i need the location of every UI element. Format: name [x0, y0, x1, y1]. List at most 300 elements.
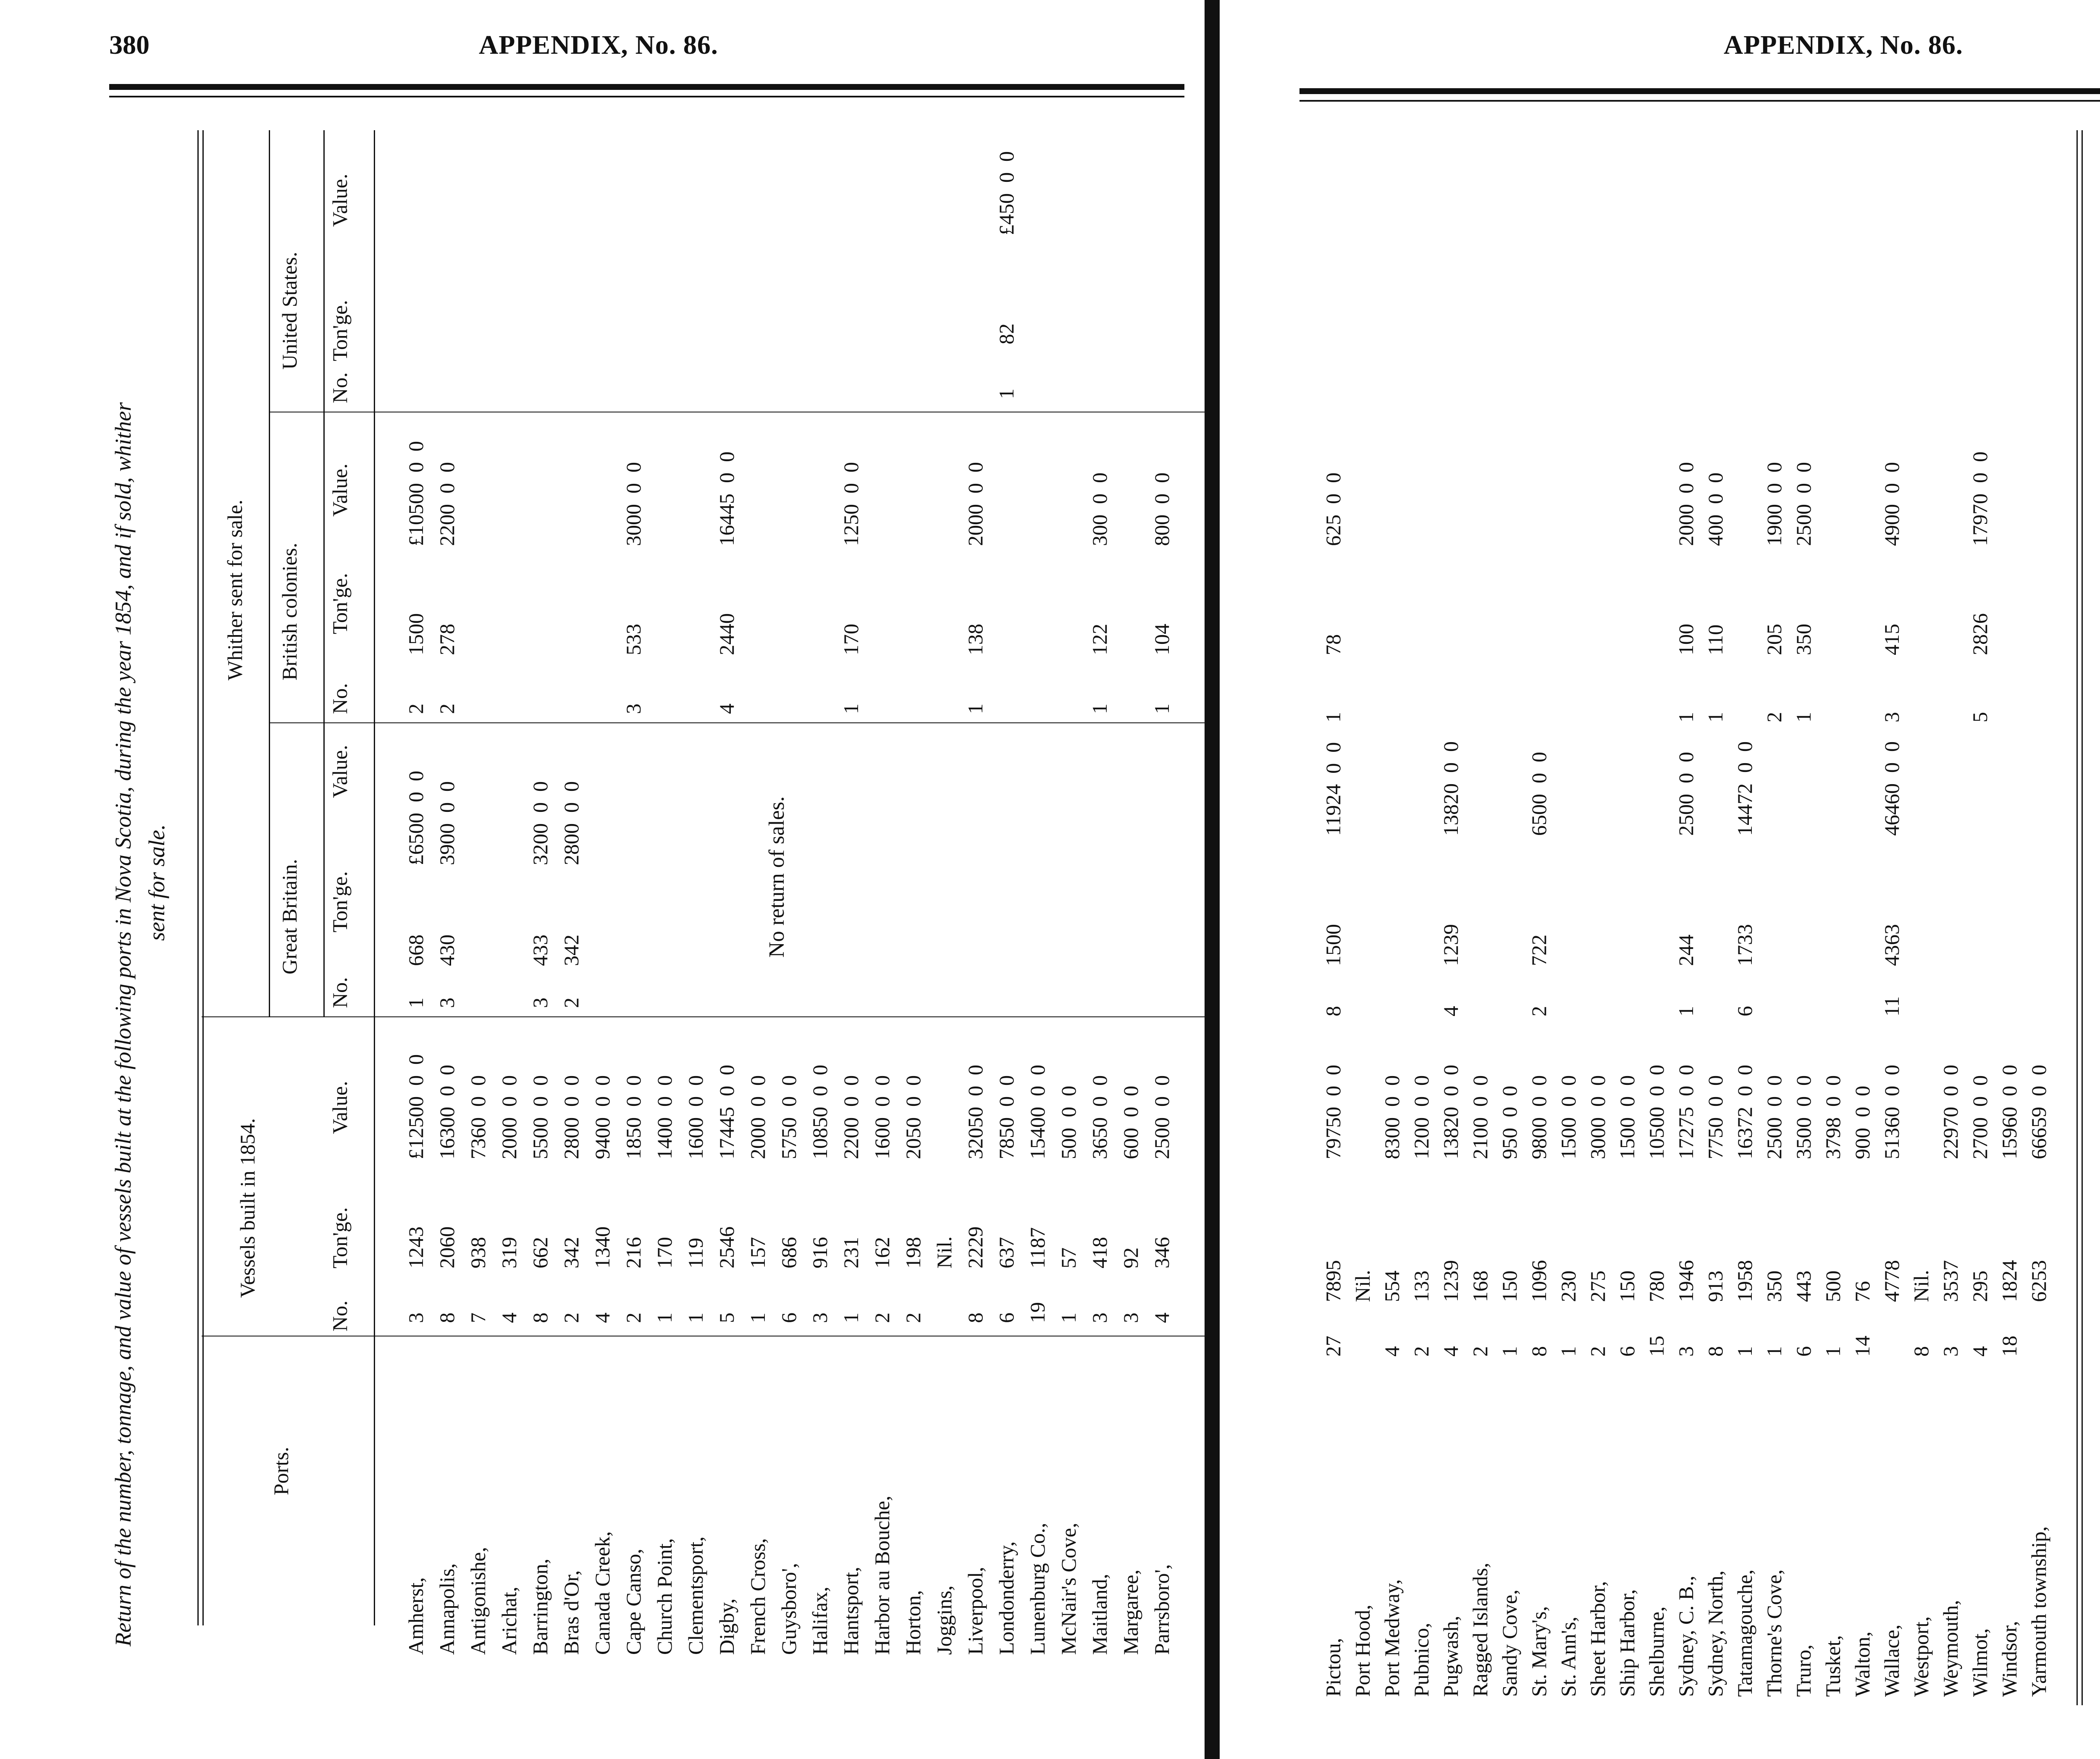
port-name: Shelburne,: [1645, 1606, 1668, 1697]
built-no: 1: [1733, 1346, 1756, 1357]
built-tonnage: 57: [1057, 1247, 1080, 1268]
port-name: McNair's Cove,: [1057, 1523, 1080, 1655]
built-tonnage: 342: [559, 1237, 583, 1268]
us-no: 1: [995, 389, 1018, 399]
built-no: 6: [995, 1313, 1018, 1323]
bc-tonnage: 2440: [715, 613, 738, 655]
port-name: Sandy Cove,: [1498, 1589, 1521, 1697]
built-value: 3650 0 0: [1088, 1075, 1111, 1159]
port-name: Truro,: [1792, 1644, 1815, 1697]
port-name: Margaree,: [1119, 1569, 1142, 1655]
built-no: 4: [1380, 1346, 1404, 1357]
built-value: 1600 0 0: [870, 1075, 894, 1159]
bc-no: 1: [1088, 704, 1111, 714]
built-tonnage: 346: [1150, 1237, 1173, 1268]
built-value: 7850 0 0: [995, 1075, 1018, 1159]
built-tonnage: 1239: [1439, 1260, 1462, 1302]
built-tonnage: Nil.: [1909, 1270, 1933, 1302]
gb-no: 1: [1674, 1006, 1698, 1016]
sub-header-no: No.: [328, 372, 352, 403]
gb-no: 11: [1880, 996, 1903, 1016]
built-value: 1400 0 0: [653, 1075, 676, 1159]
header-rule: [109, 84, 1184, 90]
built-no: 3: [1674, 1346, 1698, 1357]
built-no: 8: [1527, 1346, 1551, 1357]
built-tonnage: 7895: [1321, 1260, 1345, 1302]
bc-tonnage: 170: [839, 624, 863, 655]
built-tonnage: 4778: [1880, 1260, 1903, 1302]
bc-value: 2200 0 0: [435, 462, 459, 546]
built-no: 2: [1468, 1346, 1492, 1357]
built-tonnage: 1243: [404, 1226, 428, 1268]
built-value: 1600 0 0: [684, 1075, 707, 1159]
port-name: Hantsport,: [839, 1567, 863, 1655]
bc-tonnage: 1500: [404, 613, 428, 655]
gb-no: 8: [1321, 1006, 1345, 1016]
bc-no: 1: [1704, 712, 1727, 722]
bc-value: 3000 0 0: [622, 462, 645, 546]
sub-header-tonnage: Ton'ge.: [328, 573, 352, 634]
built-value: 500 0 0: [1057, 1086, 1080, 1159]
built-no: 3: [404, 1313, 428, 1323]
gb-no: 6: [1733, 1006, 1756, 1016]
built-value: 2100 0 0: [1468, 1075, 1492, 1159]
port-name: Sydney, North,: [1704, 1570, 1727, 1697]
built-tonnage: 157: [746, 1237, 769, 1268]
table-border: [197, 130, 199, 1625]
built-value: 2050 0 0: [901, 1075, 925, 1159]
built-value: 1200 0 0: [1410, 1075, 1433, 1159]
gb-tonnage: 1239: [1439, 924, 1462, 966]
port-name: Bras d'Or,: [559, 1570, 583, 1655]
built-value: 600 0 0: [1119, 1086, 1142, 1159]
bc-value: 16445 0 0: [715, 452, 738, 546]
built-tonnage: 1187: [1026, 1227, 1049, 1268]
bc-no: 3: [622, 704, 645, 714]
built-value: 15960 0 0: [1998, 1065, 2021, 1159]
built-no: 2: [622, 1313, 645, 1323]
port-name: Clementsport,: [684, 1536, 707, 1655]
built-value: 16372 0 0: [1733, 1065, 1756, 1159]
col-header-united-states: United States.: [278, 252, 301, 370]
port-name: Londonderry,: [995, 1541, 1018, 1655]
sub-header-value: Value.: [328, 1081, 352, 1134]
bc-tonnage: 100: [1674, 624, 1698, 655]
gb-value: 11924 0 0: [1321, 742, 1345, 836]
bc-value: 2000 0 0: [963, 462, 987, 546]
port-name: Port Hood,: [1351, 1604, 1374, 1697]
built-tonnage: 92: [1119, 1247, 1142, 1268]
built-value: 2800 0 0: [559, 1075, 583, 1159]
built-no: 2: [1410, 1346, 1433, 1357]
header-divider: [269, 130, 270, 1016]
gb-tonnage: 433: [528, 935, 552, 966]
built-value: 9400 0 0: [591, 1075, 614, 1159]
built-value: 3500 0 0: [1792, 1075, 1815, 1159]
bc-value: 1250 0 0: [839, 462, 863, 546]
built-tonnage: 1340: [591, 1226, 614, 1268]
port-name: Ship Harbor,: [1615, 1589, 1639, 1697]
bc-value: 2500 0 0: [1792, 462, 1815, 546]
built-no: 8: [435, 1313, 459, 1323]
column-divider: [269, 722, 1205, 723]
col-header-ports: Ports.: [269, 1447, 293, 1495]
built-no: 8: [1704, 1346, 1727, 1357]
sub-header-tonnage: Ton'ge.: [328, 871, 352, 932]
sub-header-no: No.: [328, 977, 352, 1008]
built-value: £12500 0 0: [404, 1054, 428, 1159]
right-page: [1220, 0, 2100, 1759]
port-name: Wilmot,: [1968, 1628, 1992, 1697]
bc-value: 17970 0 0: [1968, 452, 1992, 546]
built-no: 4: [1439, 1346, 1462, 1357]
bc-value: 400 0 0: [1704, 473, 1727, 546]
bc-tonnage: 350: [1792, 624, 1815, 655]
port-name: Ragged Islands,: [1468, 1562, 1492, 1697]
bc-tonnage: 122: [1088, 624, 1111, 655]
port-name: Walton,: [1851, 1631, 1874, 1697]
gb-tonnage: 668: [404, 935, 428, 966]
built-tonnage: 119: [684, 1237, 707, 1268]
built-value: 900 0 0: [1851, 1086, 1874, 1159]
built-value: 8300 0 0: [1380, 1075, 1404, 1159]
header-divider: [374, 130, 375, 1625]
built-tonnage: 170: [653, 1237, 676, 1268]
built-no: 1: [839, 1313, 863, 1323]
gb-value: 46460 0 0: [1880, 741, 1903, 836]
built-tonnage: 418: [1088, 1237, 1111, 1268]
built-no: 2: [901, 1313, 925, 1323]
gb-tonnage: 4363: [1880, 924, 1903, 966]
header-rule: [1299, 100, 2100, 102]
built-value: 15400 0 0: [1026, 1065, 1049, 1159]
built-no: 8: [528, 1313, 552, 1323]
port-name: St. Mary's,: [1527, 1606, 1551, 1697]
bc-no: 1: [963, 704, 987, 714]
built-no: 1: [1762, 1346, 1786, 1357]
built-tonnage: 2229: [963, 1226, 987, 1268]
bc-no: 4: [715, 704, 738, 714]
built-no: 2: [1586, 1346, 1609, 1357]
built-value: 32050 0 0: [963, 1065, 987, 1159]
built-tonnage: 916: [808, 1237, 832, 1268]
bc-tonnage: 138: [963, 624, 987, 655]
bc-no: 2: [1762, 712, 1786, 722]
port-name: Parrsboro',: [1150, 1564, 1173, 1655]
port-name: Harbor au Bouche,: [870, 1495, 894, 1655]
bc-no: 1: [1150, 704, 1173, 714]
built-value: 22970 0 0: [1939, 1065, 1962, 1159]
column-divider: [202, 1016, 1205, 1017]
built-no: 1: [1057, 1313, 1080, 1323]
built-no: 4: [1968, 1346, 1992, 1357]
gb-value: 2500 0 0: [1674, 752, 1698, 836]
bc-value: 2000 0 0: [1674, 462, 1698, 546]
bc-no: 2: [404, 704, 428, 714]
port-name: Canada Creek,: [591, 1531, 614, 1655]
built-tonnage: 443: [1792, 1271, 1815, 1302]
bc-no: 5: [1968, 712, 1992, 722]
bc-tonnage: 2826: [1968, 613, 1992, 655]
port-name: Pictou,: [1321, 1638, 1345, 1697]
built-no: 4: [497, 1313, 521, 1323]
built-tonnage: 168: [1468, 1271, 1492, 1302]
bc-tonnage: 104: [1150, 624, 1173, 655]
gb-value: £6500 0 0: [404, 771, 428, 865]
bc-no: 1: [839, 704, 863, 714]
built-no: 19: [1026, 1302, 1049, 1323]
port-name: Windsor,: [1998, 1621, 2021, 1697]
table-title: Return of the number, tonnage, and value of vessels built at the following ports in Nova Scotia, during the year 1854, and if sold, whither: [110, 402, 136, 1646]
bc-value: 625 0 0: [1321, 473, 1345, 546]
built-tonnage: 1958: [1733, 1260, 1756, 1302]
built-value: 66659 0 0: [2027, 1065, 2050, 1159]
col-header-vessels-built: Vessels built in 1854.: [236, 1118, 259, 1298]
built-value: 2000 0 0: [746, 1075, 769, 1159]
totals-divider: [2082, 130, 2083, 1705]
built-no: 18: [1998, 1336, 2021, 1357]
built-no: 4: [1150, 1313, 1173, 1323]
port-name: Maitland,: [1088, 1573, 1111, 1655]
built-no: 8: [963, 1313, 987, 1323]
built-value: 7750 0 0: [1704, 1075, 1727, 1159]
built-tonnage: 500: [1821, 1271, 1845, 1302]
built-value: 79750 0 0: [1321, 1065, 1345, 1159]
built-tonnage: 275: [1586, 1271, 1609, 1302]
gb-no: 2: [1527, 1006, 1551, 1016]
built-no: 3: [1088, 1313, 1111, 1323]
built-no: 1: [1557, 1346, 1580, 1357]
port-name: Cape Canso,: [622, 1549, 645, 1655]
built-no: 1: [1821, 1346, 1845, 1357]
built-tonnage: 662: [528, 1237, 552, 1268]
port-name: Horton,: [901, 1590, 925, 1655]
built-tonnage: 1096: [1527, 1260, 1551, 1302]
built-value: 51360 0 0: [1880, 1065, 1903, 1159]
bc-tonnage: 533: [622, 624, 645, 655]
gb-tonnage: 342: [559, 935, 583, 966]
built-no: 3: [1119, 1313, 1142, 1323]
bc-tonnage: 78: [1321, 634, 1345, 655]
gb-no: 3: [435, 998, 459, 1008]
sub-header-no: No.: [328, 683, 352, 714]
port-name: Annapolis,: [435, 1563, 459, 1655]
port-name: Barrington,: [528, 1558, 552, 1655]
gb-no: 3: [528, 998, 552, 1008]
port-name: Halifax,: [808, 1586, 832, 1655]
built-tonnage: 3537: [1939, 1260, 1962, 1302]
port-name: Church Point,: [653, 1538, 676, 1655]
bc-tonnage: 278: [435, 624, 459, 655]
us-tonnage: 82: [995, 323, 1018, 344]
built-tonnage: 198: [901, 1237, 925, 1268]
bc-tonnage: 110: [1704, 624, 1727, 655]
built-tonnage: 162: [870, 1237, 894, 1268]
built-no: 1: [746, 1313, 769, 1323]
col-header-british-colonies: British colonies.: [278, 543, 301, 680]
bc-value: £10500 0 0: [404, 441, 428, 546]
bc-no: 2: [435, 704, 459, 714]
port-name: Yarmouth township,: [2027, 1526, 2050, 1697]
bc-value: 300 0 0: [1088, 473, 1111, 546]
built-tonnage: 686: [777, 1237, 801, 1268]
built-value: 10500 0 0: [1645, 1065, 1668, 1159]
sub-header-tonnage: Ton'ge.: [328, 1207, 352, 1268]
built-value: 950 0 0: [1498, 1086, 1521, 1159]
built-no: 7: [466, 1313, 490, 1323]
built-no: 6: [777, 1313, 801, 1323]
built-no: 1: [653, 1313, 676, 1323]
gb-value: 13820 0 0: [1439, 741, 1462, 836]
built-value: 5500 0 0: [528, 1075, 552, 1159]
built-tonnage: 6253: [2027, 1260, 2050, 1302]
gb-tonnage: 1500: [1321, 924, 1345, 966]
built-tonnage: Nil.: [932, 1236, 956, 1268]
gb-tonnage: 722: [1527, 935, 1551, 966]
built-value: 1500 0 0: [1557, 1075, 1580, 1159]
no-return-note: No return of sales.: [765, 796, 789, 958]
built-no: 5: [715, 1313, 738, 1323]
col-header-great-britain: Great Britain.: [278, 859, 301, 974]
port-name: Port Medway,: [1380, 1579, 1404, 1697]
port-name: Sydney, C. B.,: [1674, 1575, 1698, 1697]
built-no: 2: [559, 1313, 583, 1323]
port-name: Wallace,: [1880, 1624, 1903, 1697]
port-name: Tatamagouche,: [1733, 1569, 1756, 1697]
built-tonnage: 2060: [435, 1226, 459, 1268]
built-value: 3798 0 0: [1821, 1075, 1845, 1159]
built-value: 17275 0 0: [1674, 1065, 1698, 1159]
port-name: Amherst,: [404, 1577, 428, 1655]
built-tonnage: 230: [1557, 1271, 1580, 1302]
gb-tonnage: 430: [435, 935, 459, 966]
built-no: 27: [1321, 1336, 1345, 1357]
gb-no: 2: [559, 998, 583, 1008]
page-header: APPENDIX, No. 86.: [1724, 30, 1963, 60]
port-name: Weymouth,: [1939, 1600, 1962, 1697]
totals-divider: [2076, 130, 2078, 1705]
bc-value: 800 0 0: [1150, 473, 1173, 546]
built-value: 7360 0 0: [466, 1075, 490, 1159]
built-value: 2500 0 0: [1762, 1075, 1786, 1159]
built-tonnage: 216: [622, 1237, 645, 1268]
built-no: 15: [1645, 1336, 1668, 1357]
port-name: Joggins,: [932, 1585, 956, 1655]
built-value: 10850 0 0: [808, 1065, 832, 1159]
sub-header-value: Value.: [328, 173, 352, 227]
table-border: [202, 130, 204, 1625]
sub-header-value: Value.: [328, 463, 352, 517]
built-value: 2000 0 0: [497, 1075, 521, 1159]
header-rule: [109, 96, 1184, 97]
bc-value: 1900 0 0: [1762, 462, 1786, 546]
bc-no: 1: [1792, 712, 1815, 722]
port-name: Digby,: [715, 1598, 738, 1655]
gb-no: 1: [404, 998, 428, 1008]
built-no: 6: [1615, 1346, 1639, 1357]
table-title-continued: sent for sale.: [144, 824, 169, 941]
gb-tonnage: 1733: [1733, 924, 1756, 966]
built-tonnage: 150: [1498, 1271, 1521, 1302]
gb-value: 14472 0 0: [1733, 741, 1756, 836]
built-tonnage: 780: [1645, 1271, 1668, 1302]
built-no: 8: [1909, 1346, 1933, 1357]
port-name: Arichat,: [497, 1586, 521, 1655]
bc-value: 4900 0 0: [1880, 462, 1903, 546]
built-tonnage: 231: [839, 1237, 863, 1268]
port-name: Lunenburg Co.,: [1026, 1523, 1049, 1655]
page-header: APPENDIX, No. 86.: [479, 30, 718, 60]
built-tonnage: 637: [995, 1237, 1018, 1268]
page-number: 380: [109, 30, 150, 60]
port-name: Pubnico,: [1410, 1622, 1433, 1697]
built-tonnage: 350: [1762, 1271, 1786, 1302]
gb-value: 2800 0 0: [559, 781, 583, 865]
port-name: Guysboro',: [777, 1563, 801, 1655]
built-value: 9800 0 0: [1527, 1075, 1551, 1159]
built-value: 2700 0 0: [1968, 1075, 1992, 1159]
gb-value: 6500 0 0: [1527, 752, 1551, 836]
built-value: 2500 0 0: [1150, 1075, 1173, 1159]
col-header-whither: Whither sent for sale.: [223, 499, 247, 680]
built-no: 1: [684, 1313, 707, 1323]
built-value: 1500 0 0: [1615, 1075, 1639, 1159]
gb-value: 3200 0 0: [528, 781, 552, 865]
built-value: 3000 0 0: [1586, 1075, 1609, 1159]
sub-header-value: Value.: [328, 745, 352, 798]
book-spine: [1205, 0, 1220, 1759]
built-no: 14: [1851, 1336, 1874, 1357]
port-name: Thorne's Cove,: [1762, 1569, 1786, 1697]
built-tonnage: 554: [1380, 1271, 1404, 1302]
gb-tonnage: 244: [1674, 935, 1698, 966]
us-value: £450 0 0: [995, 151, 1018, 235]
sub-header-tonnage: Ton'ge.: [328, 300, 352, 361]
built-tonnage: 1824: [1998, 1260, 2021, 1302]
port-name: Sheet Harbor,: [1586, 1581, 1609, 1697]
built-tonnage: Nil.: [1351, 1270, 1374, 1302]
port-name: Antigonishe,: [466, 1547, 490, 1655]
sub-header-no: No.: [328, 1300, 352, 1331]
port-name: French Cross,: [746, 1538, 769, 1655]
built-tonnage: 319: [497, 1237, 521, 1268]
built-no: 2: [870, 1313, 894, 1323]
built-no: 3: [1939, 1346, 1962, 1357]
bc-no: 1: [1321, 712, 1345, 722]
built-tonnage: 938: [466, 1237, 490, 1268]
built-value: 17445 0 0: [715, 1065, 738, 1159]
built-no: 6: [1792, 1346, 1815, 1357]
built-no: 1: [1498, 1346, 1521, 1357]
gb-value: 3900 0 0: [435, 781, 459, 865]
built-tonnage: 295: [1968, 1271, 1992, 1302]
header-rule: [1299, 88, 2100, 94]
built-tonnage: 76: [1851, 1281, 1874, 1302]
built-value: 16300 0 0: [435, 1065, 459, 1159]
bc-tonnage: 415: [1880, 624, 1903, 655]
built-no: 3: [808, 1313, 832, 1323]
built-no: 4: [591, 1313, 614, 1323]
built-tonnage: 1946: [1674, 1260, 1698, 1302]
bc-no: 1: [1674, 712, 1698, 722]
built-tonnage: 913: [1704, 1271, 1727, 1302]
built-tonnage: 150: [1615, 1271, 1639, 1302]
built-value: 1850 0 0: [622, 1075, 645, 1159]
header-divider: [323, 130, 325, 1016]
bc-no: 3: [1880, 712, 1903, 722]
built-value: 2200 0 0: [839, 1075, 863, 1159]
port-name: Westport,: [1909, 1616, 1933, 1697]
